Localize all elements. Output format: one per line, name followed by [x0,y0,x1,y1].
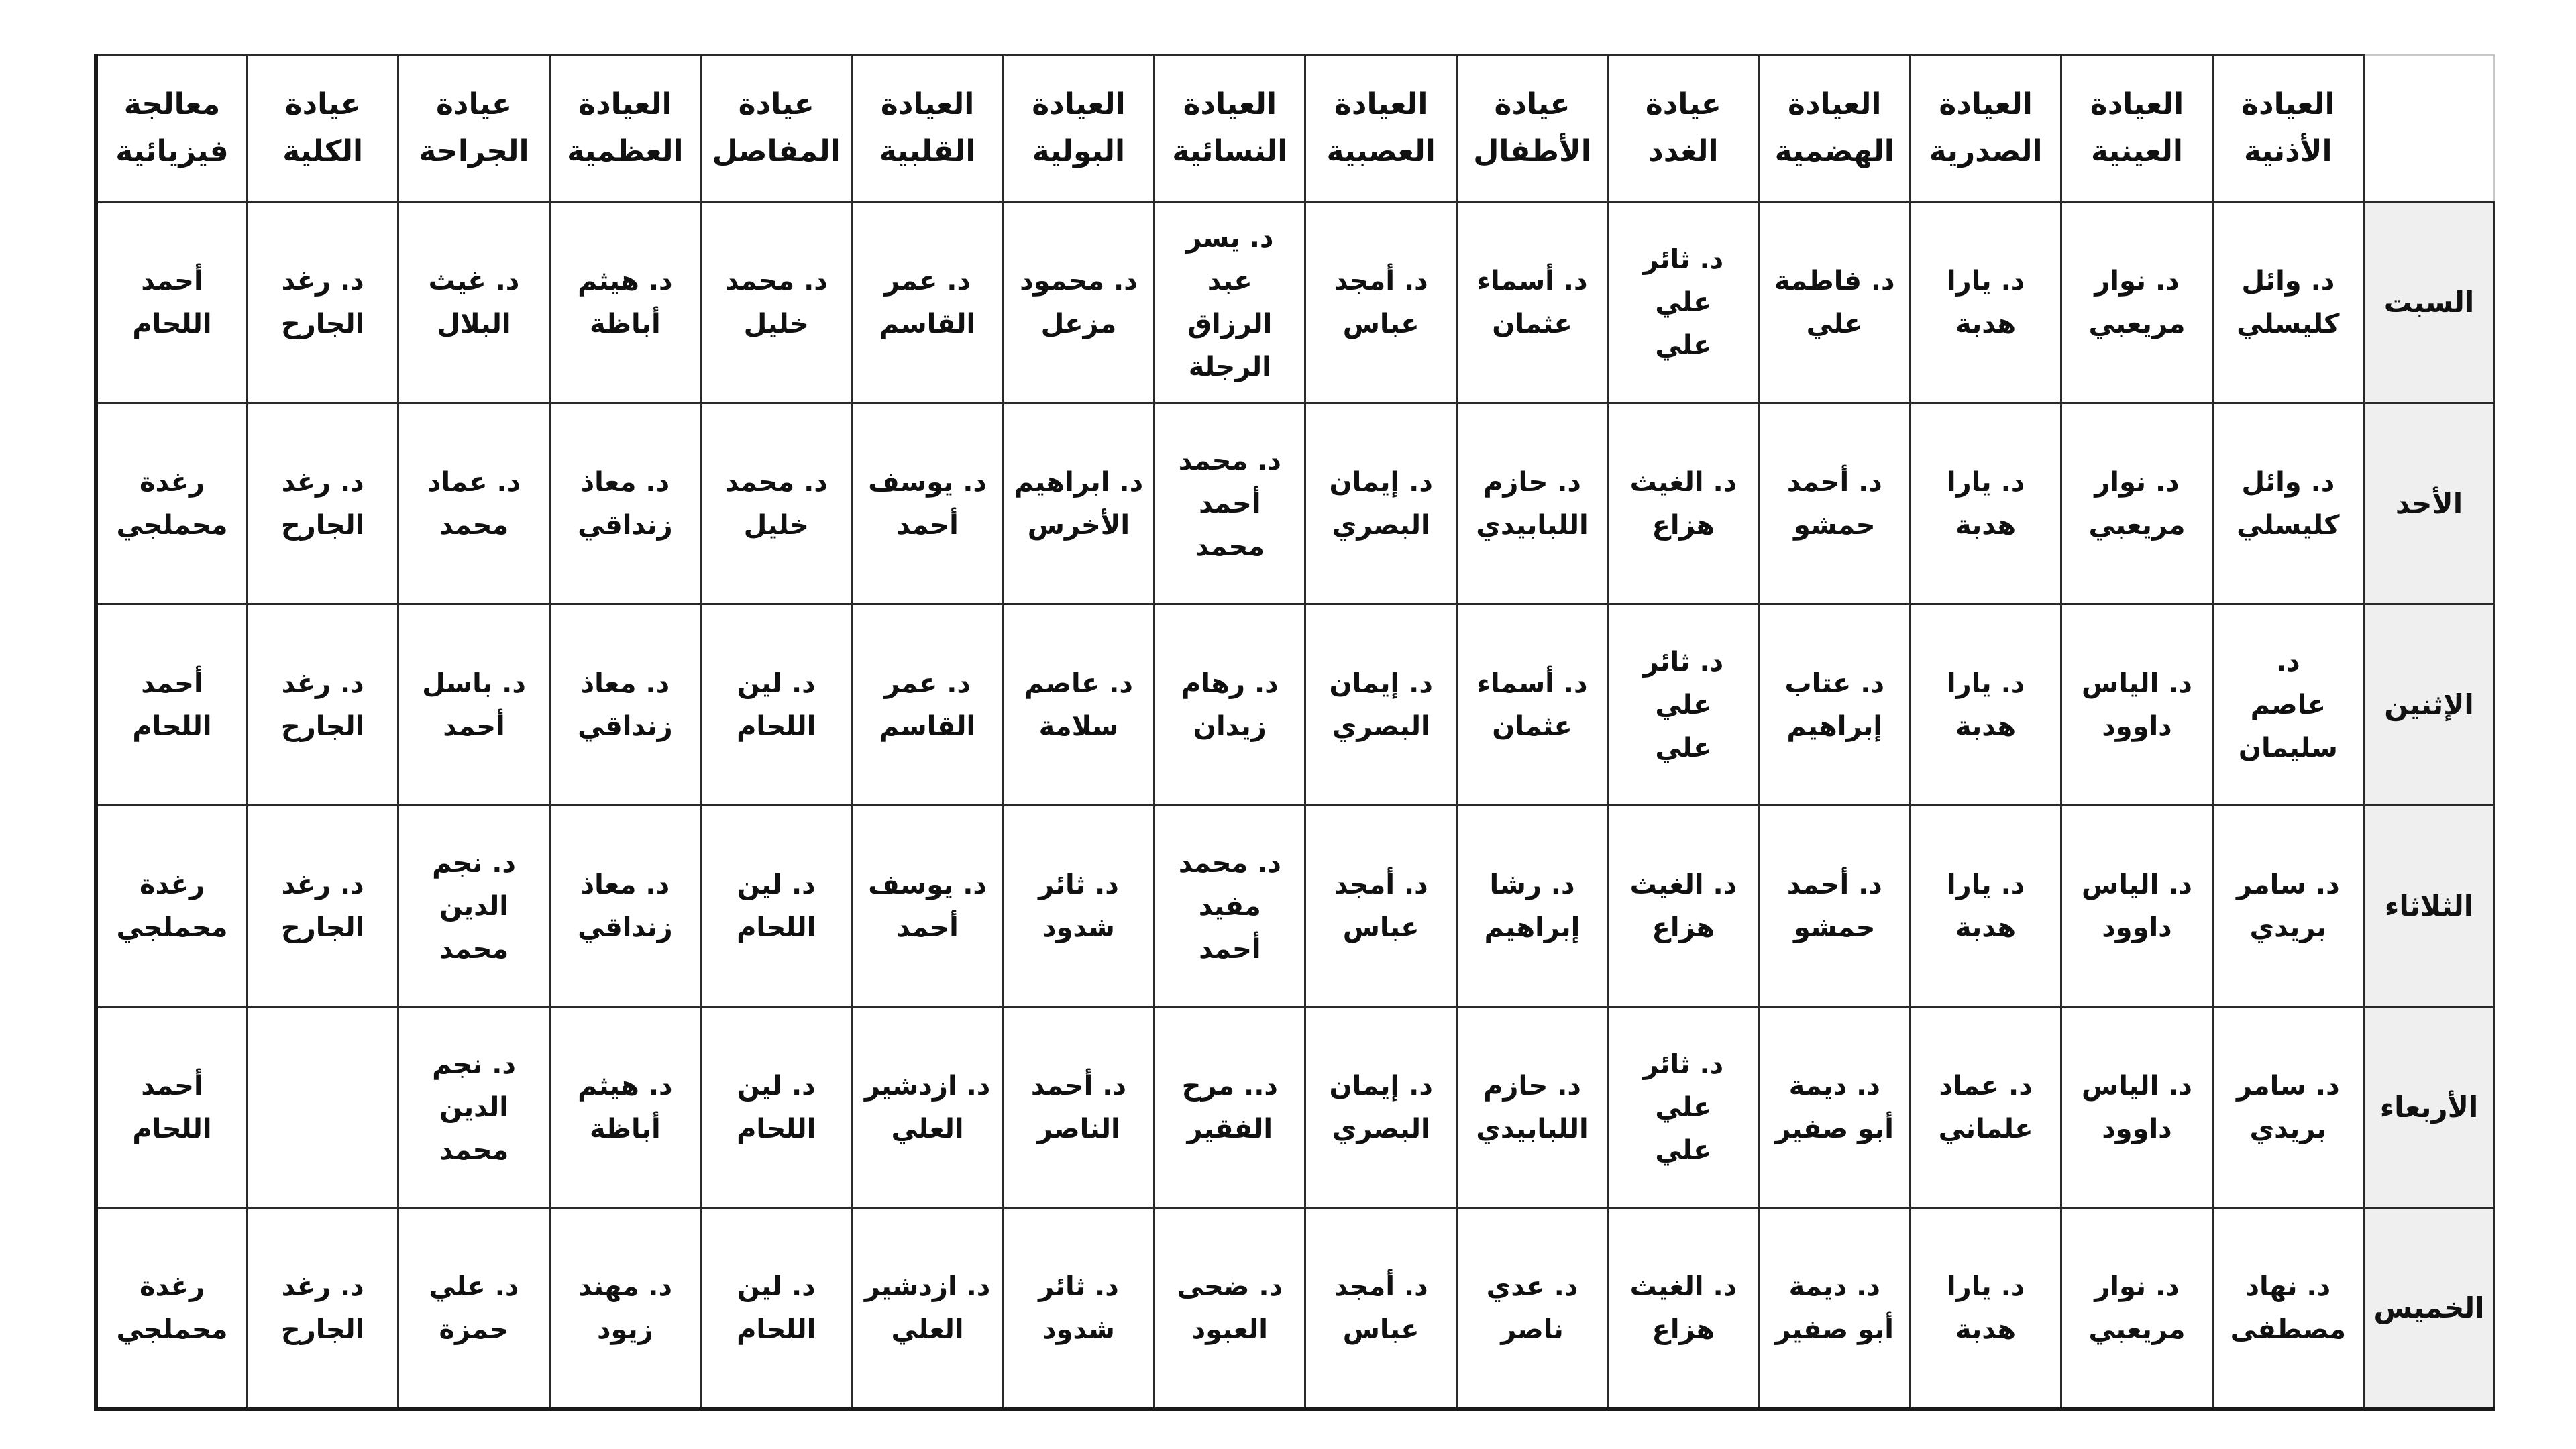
doctor-cell: د. وائل كليسلي [2212,202,2363,403]
doctor-cell: د. يارا هدبة [1910,604,2061,806]
table-body [96,202,2495,1409]
schedule-table-wrapper [94,54,2496,1402]
column-header-7: العيادة العصبية [1305,55,1456,202]
doctor-cell: د. باسل أحمد [398,604,549,806]
column-header-6: عيادة الأطفال [1456,55,1607,202]
doctor-cell: رغدة محملجي [96,806,247,1007]
doctor-cell: د. عدي ناصر [1456,1208,1607,1409]
doctor-cell: د. ثائر علي علي [1608,1007,1759,1208]
doctor-cell: د. غيث البلال [398,202,549,403]
doctor-cell: د. رغد الجارح [247,1208,398,1409]
doctor-cell: د. ثائر علي علي [1608,604,1759,806]
doctor-cell: د. حازم اللبابيدي [1456,403,1607,604]
doctor-cell: د. نهاد مصطفى [2212,1208,2363,1409]
doctor-cell: د. يارا هدبة [1910,202,2061,403]
column-header-13: عيادة الجراحة [398,55,549,202]
doctor-cell: د. لين اللحام [701,1208,852,1409]
doctor-cell: د. الغيث هزاع [1608,806,1759,1007]
doctor-cell: د. أسماء عثمان [1456,604,1607,806]
doctor-cell: د. لين اللحام [701,806,852,1007]
doctor-cell: د. عماد محمد [398,403,549,604]
column-header-5: عيادة الغدد [1608,55,1759,202]
column-header-15: معالجة فيزيائية [96,55,247,202]
doctor-cell: د. إيمان البصري [1305,1007,1456,1208]
doctor-cell: د. فاطمة علي [1759,202,1910,403]
doctor-cell: د. نوار مريعبي [2061,1208,2212,1409]
doctor-cell: د. لين اللحام [701,1007,852,1208]
doctor-cell: د. سامر بريدي [2212,1007,2363,1208]
day-cell: السبت [2364,202,2495,403]
doctor-cell: د. هيثم أباظة [549,202,700,403]
table-row [96,1208,2495,1409]
doctor-cell: د. نوار مريعبي [2061,202,2212,403]
doctor-cell: د. حازم اللبابيدي [1456,1007,1607,1208]
day-cell: الثلاثاء [2364,806,2495,1007]
doctor-cell: د. الغيث هزاع [1608,403,1759,604]
doctor-cell: د. ثائر شدود [1003,806,1154,1007]
doctor-cell: د. الياس داوود [2061,806,2212,1007]
doctor-cell: د.. مرح الفقير [1155,1007,1305,1208]
column-header-8: العيادة النسائية [1155,55,1305,202]
doctor-cell: د. وائل كليسلي [2212,403,2363,604]
doctor-cell: د. محمد مفيد أحمد [1155,806,1305,1007]
column-header-2: العيادة العينية [2061,55,2212,202]
corner-cell [2364,55,2495,202]
doctor-cell: د. نجم الدين محمد [398,1007,549,1208]
column-header-14: عيادة الكلية [247,55,398,202]
doctor-cell: د. ازدشير العلي [852,1208,1003,1409]
doctor-cell: د. يسر عبد الرزاق الرجلة [1155,202,1305,403]
doctor-cell: د. ثائر شدود [1003,1208,1154,1409]
doctor-cell: د. رشا إبراهيم [1456,806,1607,1007]
doctor-cell: د. لين اللحام [701,604,852,806]
doctor-cell: د. رغد الجارح [247,806,398,1007]
doctor-cell: د. أمجد عباس [1305,806,1456,1007]
header-row [96,55,2495,202]
doctor-cell: د. يوسف أحمد [852,403,1003,604]
doctor-cell: د. معاذ زنداقي [549,806,700,1007]
doctor-cell: د. هيثم أباظة [549,1007,700,1208]
doctor-cell: أحمد اللحام [96,1007,247,1208]
clinic-schedule-table [94,54,2496,1411]
doctor-cell: د. علي حمزة [398,1208,549,1409]
doctor-cell: د. الغيث هزاع [1608,1208,1759,1409]
doctor-cell: د. معاذ زنداقي [549,604,700,806]
column-header-4: العيادة الهضمية [1759,55,1910,202]
doctor-cell: د. أمجد عباس [1305,202,1456,403]
doctor-cell: د. ضحى العبود [1155,1208,1305,1409]
doctor-cell: د. محمد خليل [701,202,852,403]
doctor-cell: د. ازدشير العلي [852,1007,1003,1208]
doctor-cell: د. محمود مزعل [1003,202,1154,403]
doctor-cell: د. الياس داوود [2061,1007,2212,1208]
doctor-cell: د. نجم الدين محمد [398,806,549,1007]
doctor-cell: د. أمجد عباس [1305,1208,1456,1409]
doctor-cell: د. معاذ زنداقي [549,403,700,604]
day-cell: الإثنين [2364,604,2495,806]
doctor-cell: د. عاصم سليمان [2212,604,2363,806]
doctor-cell [247,1007,398,1208]
column-header-12: العيادة العظمية [549,55,700,202]
table-row [96,202,2495,403]
doctor-cell: د. أحمد الناصر [1003,1007,1154,1208]
doctor-cell: د. سامر بريدي [2212,806,2363,1007]
doctor-cell: د. رغد الجارح [247,403,398,604]
table-row [96,604,2495,806]
doctor-cell: د. أحمد حمشو [1759,806,1910,1007]
doctor-cell: د. يوسف أحمد [852,806,1003,1007]
doctor-cell: د. عاصم سلامة [1003,604,1154,806]
day-cell: الأربعاء [2364,1007,2495,1208]
doctor-cell: د. ديمة أبو صفير [1759,1208,1910,1409]
doctor-cell: د. رغد الجارح [247,604,398,806]
doctor-cell: د. أسماء عثمان [1456,202,1607,403]
doctor-cell: د. محمد خليل [701,403,852,604]
doctor-cell: د. ديمة أبو صفير [1759,1007,1910,1208]
doctor-cell: د. إيمان البصري [1305,604,1456,806]
doctor-cell: د. ابراهيم الأخرس [1003,403,1154,604]
doctor-cell: د. نوار مريعبي [2061,403,2212,604]
doctor-cell: د. الياس داوود [2061,604,2212,806]
doctor-cell: د. إيمان البصري [1305,403,1456,604]
doctor-cell: د. يارا هدبة [1910,1208,2061,1409]
column-header-1: العيادة الأذنية [2212,55,2363,202]
doctor-cell: د. يارا هدبة [1910,806,2061,1007]
column-header-3: العيادة الصدرية [1910,55,2061,202]
doctor-cell: د. محمد أحمد محمد [1155,403,1305,604]
doctor-cell: رغدة محملجي [96,1208,247,1409]
doctor-cell: د. عمر القاسم [852,604,1003,806]
table-row [96,1007,2495,1208]
doctor-cell: د. عماد علماني [1910,1007,2061,1208]
doctor-cell: د. أحمد حمشو [1759,403,1910,604]
column-header-11: عيادة المفاصل [701,55,852,202]
doctor-cell: د. يارا هدبة [1910,403,2061,604]
table-row [96,806,2495,1007]
table-row [96,403,2495,604]
doctor-cell: رغدة محملجي [96,403,247,604]
doctor-cell: د. ثائر علي علي [1608,202,1759,403]
column-header-9: العيادة البولية [1003,55,1154,202]
doctor-cell: د. مهند زيود [549,1208,700,1409]
doctor-cell: أحمد اللحام [96,202,247,403]
column-header-10: العيادة القلبية [852,55,1003,202]
doctor-cell: د. رهام زيدان [1155,604,1305,806]
doctor-cell: د. عتاب إبراهيم [1759,604,1910,806]
doctor-cell: أحمد اللحام [96,604,247,806]
day-cell: الأحد [2364,403,2495,604]
doctor-cell: د. عمر القاسم [852,202,1003,403]
doctor-cell: د. رغد الجارح [247,202,398,403]
day-cell: الخميس [2364,1208,2495,1409]
